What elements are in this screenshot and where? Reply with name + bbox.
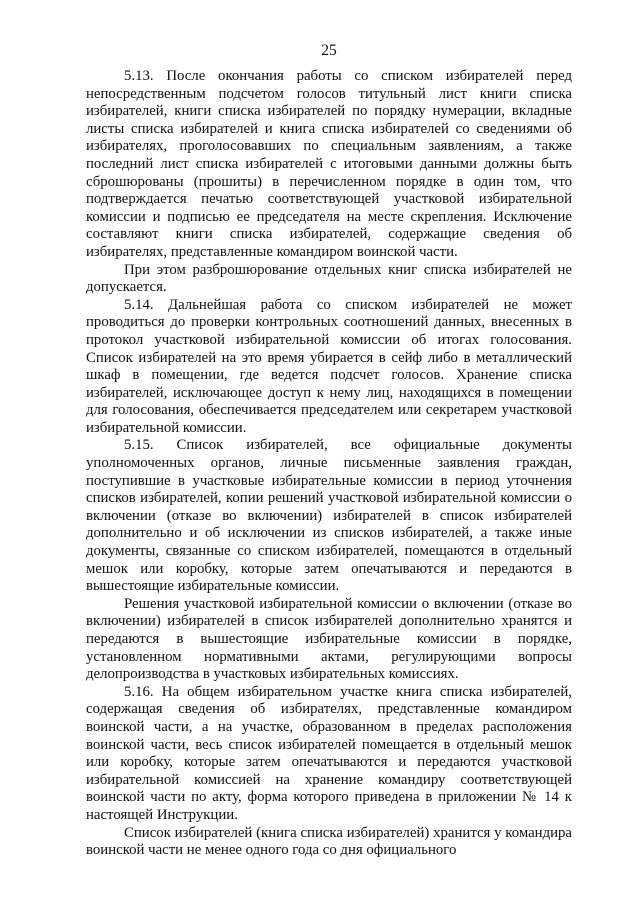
paragraph-5-13-note: При этом разброшюрование отдельных книг списка избирателей не допускается. bbox=[86, 261, 572, 296]
page-number: 25 bbox=[321, 42, 337, 59]
paragraph-5-13: 5.13. После окончания работы со списком избирателей перед непосредственным подсчетом голосов титульный лист книги списка избирателей, книги списка избирателей по порядку нумерации, вкладные листы списка избирателей и книга списка избирателей со сведениями об избирателях, проголосовавших по специальным заявлениям, а также последний лист списка избирателей с итоговыми данными должны быть сброшюрованы (прошиты) в перечисленном порядке в один том, что подтверждается печатью соответствующей участковой избирательной комиссии и подписью ее председателя на месте скрепления. Исключение составляют книги списка избирателей, содержащие сведения об избирателях, представленные командиром воинской части. bbox=[86, 68, 572, 260]
paragraph-5-16-storage: Список избирателей (книга списка избирателей) хранится у командира воинской части не менее одного года со дня официального bbox=[86, 824, 572, 859]
paragraph-5-15: 5.15. Список избирателей, все официальные документы уполномоченных органов, личные письменные заявления граждан, поступившие в участковые избирательные комиссии в период уточнения списков избирателей, копии решений участковой избирательной комиссии о включении (отказе во включении) избирателей в список избирателей дополнительно и об исключении из списков избирателей, а также иные документы, связанные со списком избирателей, помещаются в отдельный мешок или коробку, которые затем опечатываются и передаются в вышестоящие избирательные комиссии. bbox=[86, 437, 572, 595]
paragraph-5-14: 5.14. Дальнейшая работа со списком избирателей не может проводиться до проверки контрольных соотношений данных, внесенных в протокол участковой избирательной комиссии об итогах голосования. Список избирателей на это время убирается в сейф либо в металлический шкаф в помещении, где ведется подсчет голосов. Хранение списка избирателей, исключающее доступ к нему лиц, находящихся в помещении для голосования, обеспечивается председателем или секретарем участковой избирательной комиссии. bbox=[86, 296, 572, 436]
paragraph-5-15-decisions: Решения участковой избирательной комиссии о включении (отказе во включении) избирателей в список избирателей дополнительно хранятся и передаются в вышестоящие избирательные комиссии в порядке, установленном нормативными актами, регулирующими вопросы делопроизводства в участковых избирательных комиссиях. bbox=[86, 595, 572, 683]
document-page bbox=[86, 40, 572, 860]
paragraph-5-16: 5.16. На общем избирательном участке книга списка избирателей, содержащая сведения об избирателях, представленные командиром воинской части, а на участке, образованном в пределах расположения воинской части, весь список избирателей помещается в отдельный мешок или коробку, которые затем опечатываются и передаются участковой избирательной комиссией на хранение командиру соответствующей воинской части по акту, форма которого приведена в приложении № 14 к настоящей Инструкции. bbox=[86, 683, 572, 823]
